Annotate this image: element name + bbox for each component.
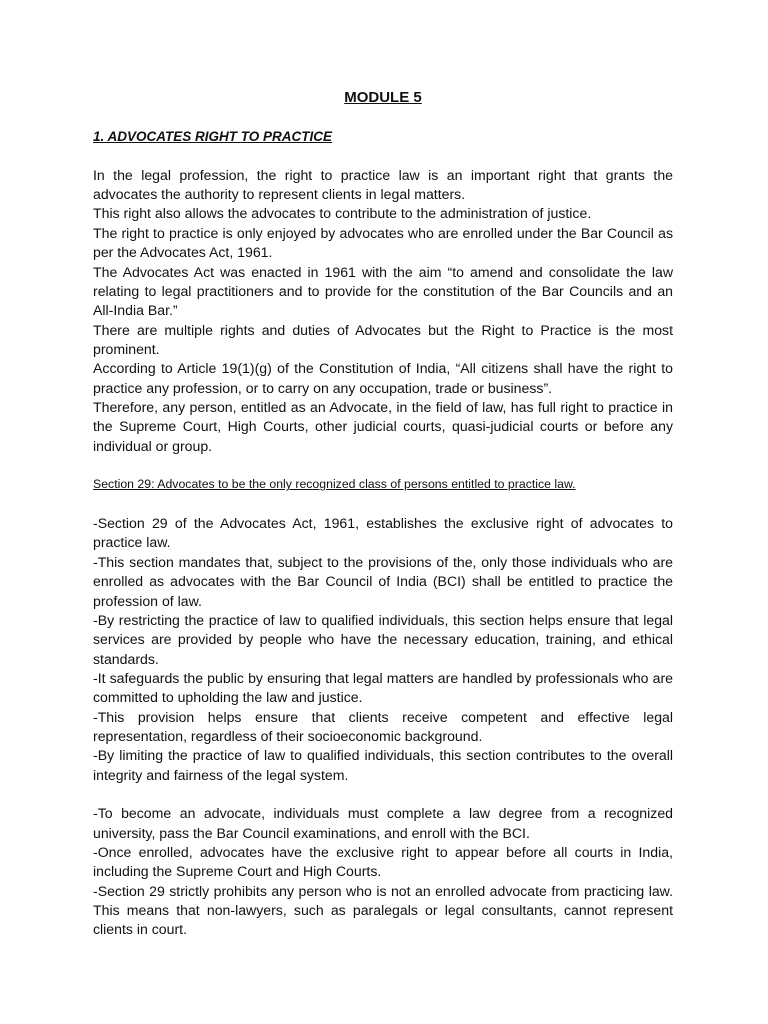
list-item: -This section mandates that, subject to the provisions of the, only those individuals who are enrolled as advocates with the Bar Council of India (BCI) shall be entitled to practice the profession of law.	[93, 553, 673, 609]
document-page	[93, 88, 673, 940]
section-title: 1. ADVOCATES RIGHT TO PRACTICE	[93, 129, 333, 144]
list-item: -Section 29 of the Advocates Act, 1961, establishes the exclusive right of advocates to practice law.	[93, 515, 673, 551]
spacer	[93, 495, 673, 514]
spacer	[93, 785, 673, 804]
list-item: -This provision helps ensure that clients receive competent and effective legal representation, regardless of their socioeconomic background.	[93, 708, 673, 744]
list-item: -By limiting the practice of law to qualified individuals, this section contributes to the overall integrity and fairness of the legal system.	[93, 747, 673, 783]
paragraph: This right also allows the advocates to contribute to the administration of justice.	[93, 205, 592, 222]
paragraph: Therefore, any person, entitled as an Advocate, in the field of law, has full right to practice in the Supreme Court, High Courts, other judicial courts, quasi-judicial courts or before any individual or group.	[93, 398, 673, 454]
paragraph: There are multiple rights and duties of Advocates but the Right to Practice is the most prominent.	[93, 321, 673, 357]
section-heading: Section 29: Advocates to be the only recognized class of persons entitled to practice law.	[93, 477, 576, 492]
list-item: -To become an advocate, individuals must complete a law degree from a recognized university, pass the Bar Council examinations, and enroll with the BCI.	[93, 805, 673, 841]
paragraph: In the legal profession, the right to practice law is an important right that grants the advocates the authority to represent clients in legal matters.	[93, 166, 673, 203]
list-item: -It safeguards the public by ensuring that legal matters are handled by professionals who are committed to upholding the law and justice.	[93, 669, 673, 706]
list-item: -Once enrolled, advocates have the exclusive right to appear before all courts in India, including the Supreme Court and High Courts.	[93, 844, 673, 880]
list-item: -By restricting the practice of law to qualified individuals, this section helps ensure that legal services are provided by people who have the necessary education, training, and ethical standards.	[93, 611, 673, 667]
paragraph: The Advocates Act was enacted in 1961 with the aim “to amend and consolidate the law relating to legal practitioners and to provide for the constitution of the Bar Councils and an All-India Bar.”	[93, 263, 673, 319]
spacer	[93, 456, 673, 475]
paragraph: According to Article 19(1)(g) of the Constitution of India, “All citizens shall have the right to practice any profession, or to carry on any occupation, trade or business”.	[93, 360, 673, 396]
paragraph: The right to practice is only enjoyed by advocates who are enrolled under the Bar Council as per the Advocates Act, 1961.	[93, 224, 673, 261]
list-item: -Section 29 strictly prohibits any person who is not an enrolled advocate from practicing law. This means that non-lawyers, such as paralegals or legal consultants, cannot represent clients in court.	[93, 882, 673, 938]
page-title: MODULE 5	[344, 89, 422, 106]
